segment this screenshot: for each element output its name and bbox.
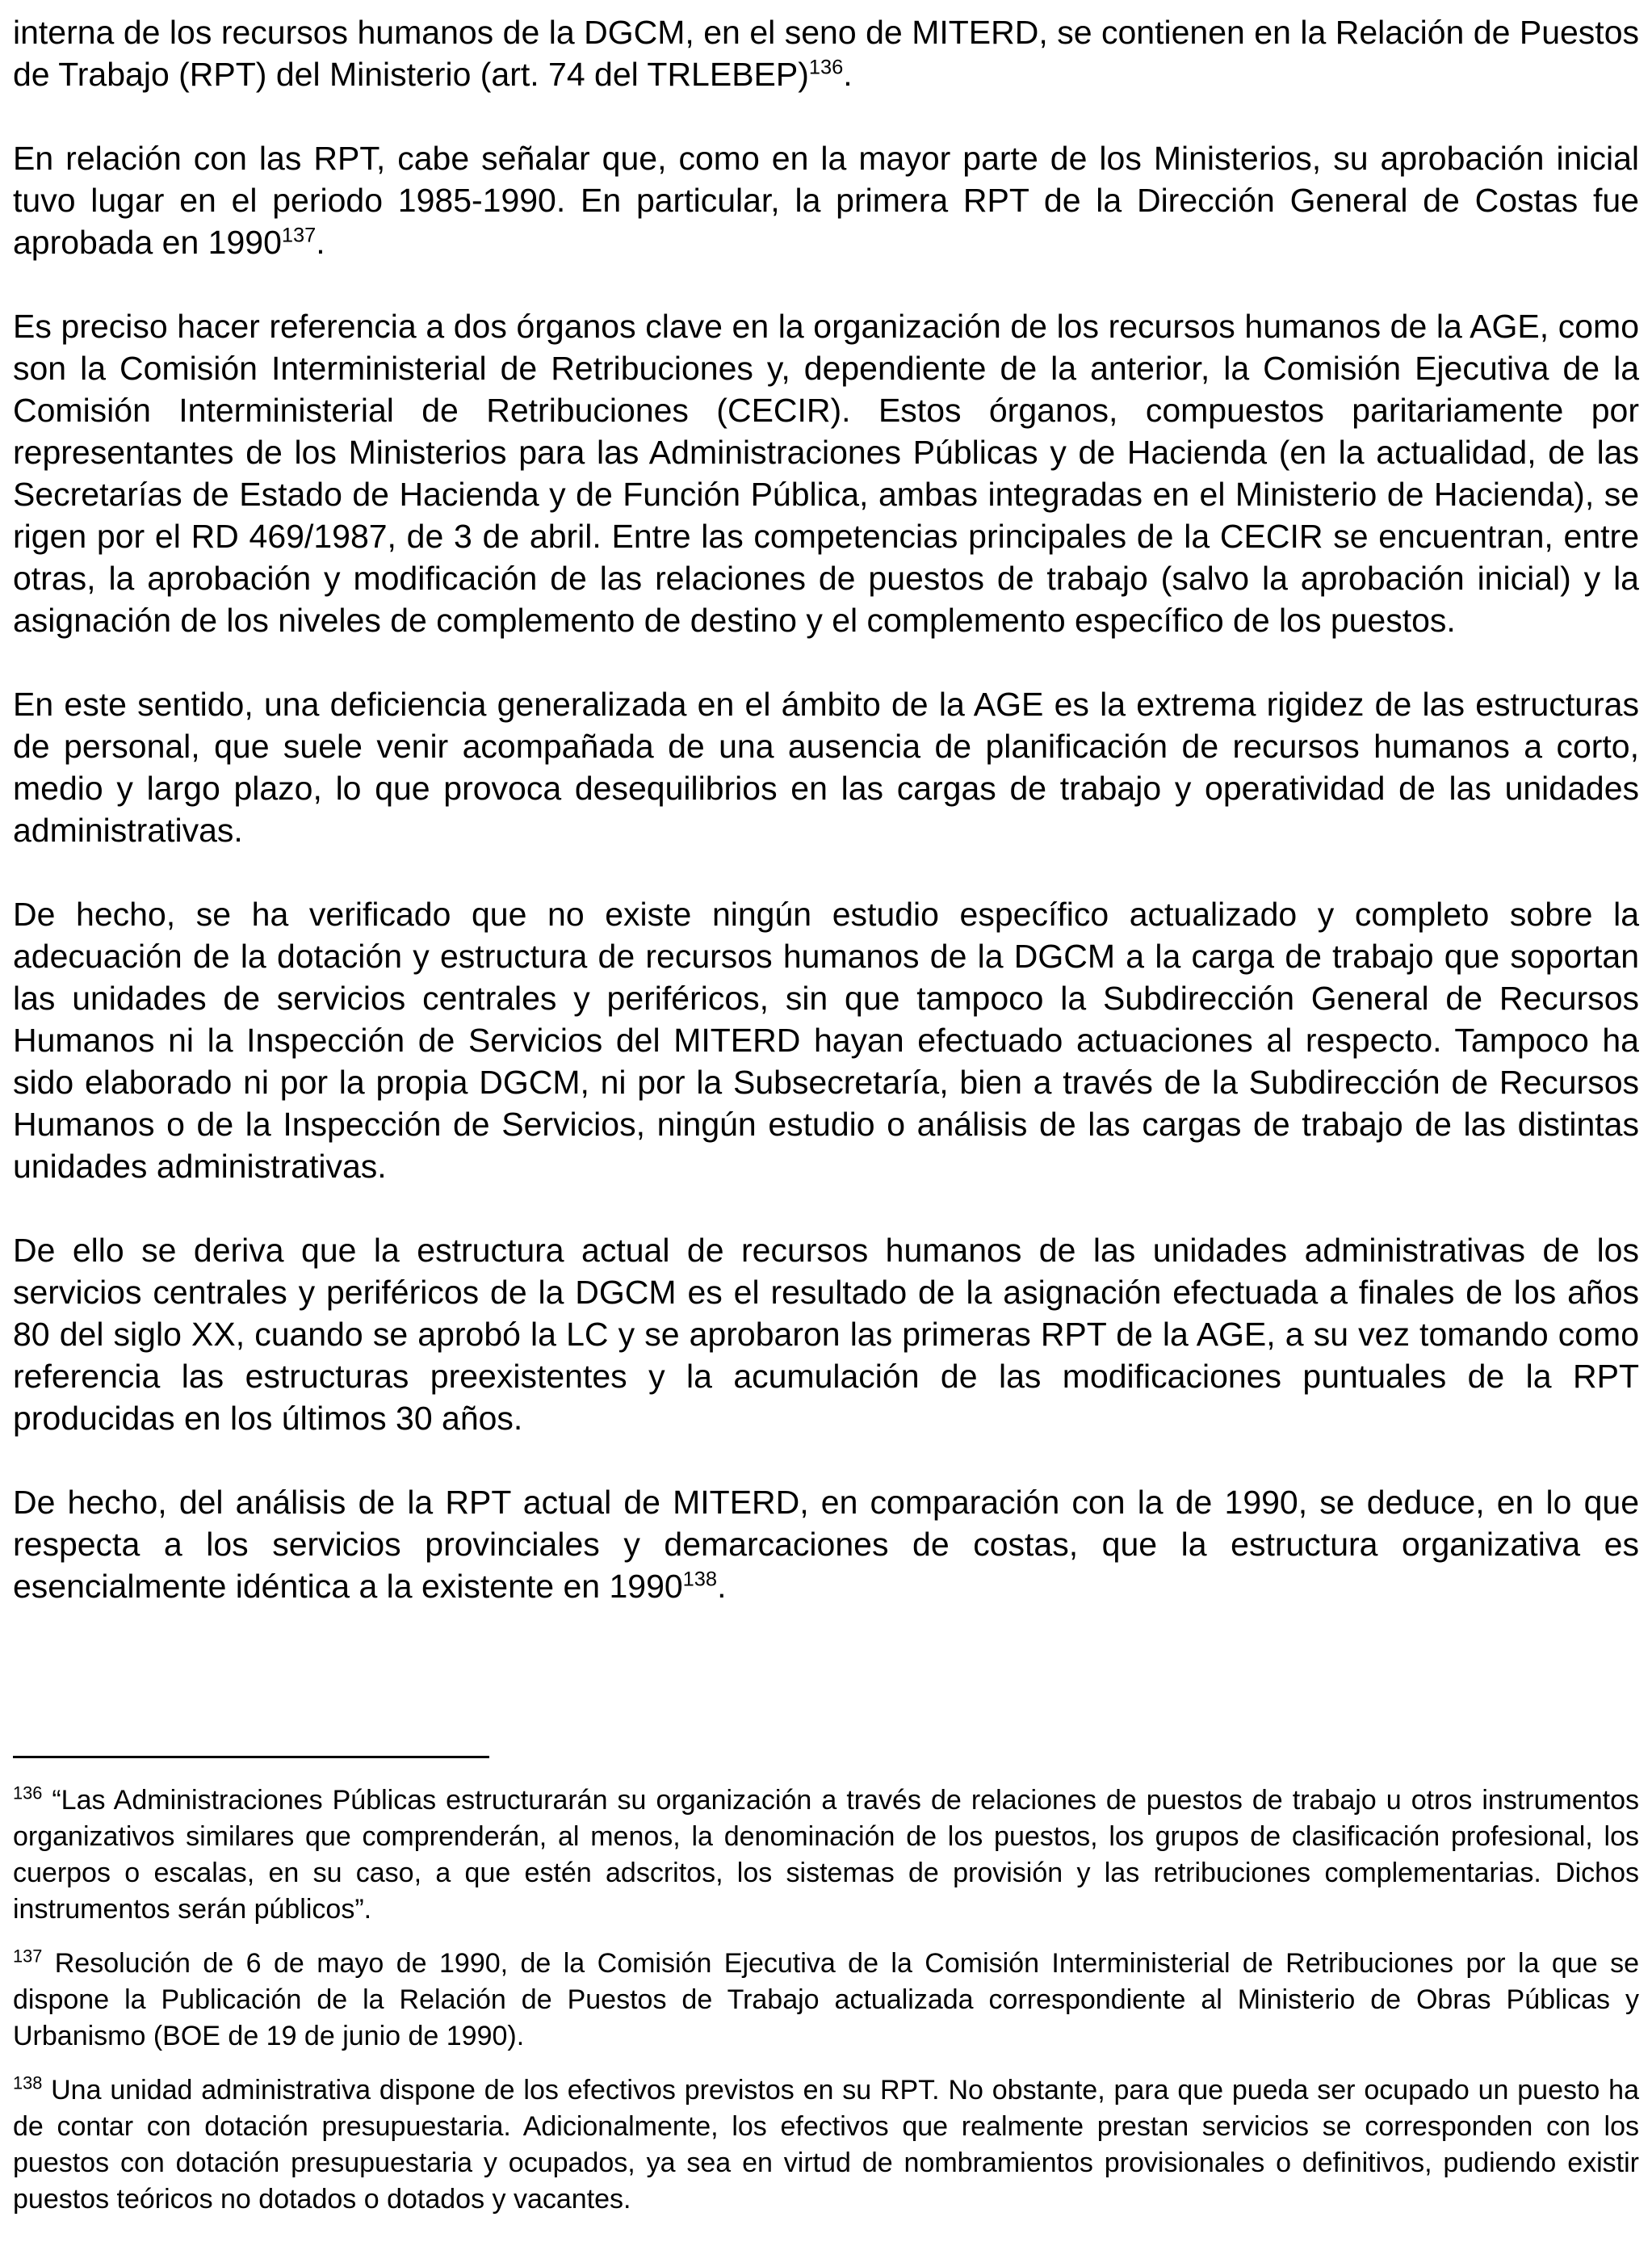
paragraph-5 (13, 893, 1639, 1187)
footnote-ref-138: 138 (682, 1568, 718, 1591)
paragraph-1-text: interna de los recursos humanos de la DGCM, en el seno de MITERD, se contienen en la Relación de Puestos de Trabajo (RPT) del Ministerio (art. 74 del TRLEBEP) (13, 14, 1639, 93)
paragraph-4-text: En este sentido, una deficiencia generalizada en el ámbito de la AGE es la extrema rigidez de las estructuras de personal, que suele venir acompañada de una ausencia de planificación de recursos humanos a corto, medio y largo plazo, lo que provoca desequilibrios en las cargas de trabajo y operatividad de las unidades administrativas. (13, 686, 1639, 849)
footnote-137-text: Resolución de 6 de mayo de 1990, de la Comisión Ejecutiva de la Comisión Interministerial de Retribuciones por la que se dispone la Publicación de la Relación de Puestos de Trabajo actualizada correspondiente al Ministerio de Obras Públicas y Urbanismo (BOE de 19 de junio de 1990). (13, 1948, 1639, 2051)
paragraph-6 (13, 1229, 1639, 1439)
footnote-138 (13, 2072, 1639, 2218)
paragraph-1 (13, 11, 1639, 95)
footnote-136 (13, 1782, 1639, 1928)
paragraph-3-text: Es preciso hacer referencia a dos órganos clave en la organización de los recursos humanos de la AGE, como son la Comisión Interministerial de Retribuciones y, dependiente de la anterior, la Comisión Ejecutiva de la Comisión Interministerial de Retribuciones (CECIR). Estos órganos, compuestos paritariamente por representantes de los Ministerios para las Administraciones Públicas y de Hacienda (en la actualidad, de las Secretarías de Estado de Hacienda y de Función Pública, ambas integradas en el Ministerio de Hacienda), se rigen por el RD 469/1987, de 3 de abril. Entre las competencias principales de la CECIR se encuentran, entre otras, la aprobación y modificación de las relaciones de puestos de trabajo (salvo la aprobación inicial) y la asignación de los niveles de complemento de destino y el complemento específico de los puestos. (13, 308, 1639, 639)
footnote-ref-136: 136 (808, 56, 844, 79)
paragraph-7 (13, 1481, 1639, 1607)
paragraph-5-text: De hecho, se ha verificado que no existe ningún estudio específico actualizado y completo sobre la adecuación de la dotación y estructura de recursos humanos de la DGCM a la carga de trabajo que soportan las unidades de servicios centrales y periféricos, sin que tampoco la Subdirección General de Recursos Humanos ni la Inspección de Servicios del MITERD hayan efectuado actuaciones al respecto. Tampoco ha sido elaborado ni por la propia DGCM, ni por la Subsecretaría, bien a través de la Subdirección de Recursos Humanos o de la Inspección de Servicios, ningún estudio o análisis de las cargas de trabajo de las distintas unidades administrativas. (13, 896, 1639, 1185)
footnote-137 (13, 1946, 1639, 2055)
footnote-138-text: Una unidad administrativa dispone de los efectivos previstos en su RPT. No obstante, para que pueda ser ocupado un puesto ha de contar con dotación presupuestaria. Adicionalmente, los efectivos que realmente prestan servicios se corresponden con los puestos con dotación presupuestaria y ocupados, ya sea en virtud de nombramientos provisionales o definitivos, pudiendo existir puestos teóricos no dotados o dotados y vacantes. (13, 2075, 1639, 2215)
footnote-136-number: 136 (13, 1782, 43, 1803)
footnote-137-number: 137 (13, 1946, 43, 1967)
footnote-136-text: “Las Administraciones Públicas estructurarán su organización a través de relaciones de puestos de trabajo u otros instrumentos organizativos similares que comprenderán, al menos, la denominación de los puestos, los grupos de clasificación profesional, los cuerpos o escalas, en su caso, a que estén adscritos, los sistemas de provisión y las retribuciones complementarias. Dichos instrumentos serán públicos”. (13, 1785, 1640, 1925)
paragraph-2-text: En relación con las RPT, cabe señalar que, como en la mayor parte de los Ministerios, su aprobación inicial tuvo lugar en el periodo 1985-1990. En particular, la primera RPT de la Dirección General de Costas fue aprobada en 1990 (13, 140, 1639, 261)
paragraph-4 (13, 683, 1639, 851)
footnote-ref-137: 137 (281, 224, 317, 247)
footnote-area (13, 1756, 1639, 2218)
main-text-block (13, 11, 1639, 1607)
paragraph-2 (13, 137, 1639, 263)
paragraph-7-text: De hecho, del análisis de la RPT actual de MITERD, en comparación con la de 1990, se deduce, en lo que respecta a los servicios provinciales y demarcaciones de costas, que la estructura organizativa es esencialmente idéntica a la existente en 1990 (13, 1484, 1639, 1605)
footnote-138-number: 138 (13, 2072, 43, 2093)
paragraph-2-tail: . (316, 224, 325, 261)
paragraph-3 (13, 305, 1639, 641)
footnotes-block (13, 1782, 1639, 2218)
footnote-separator (13, 1756, 489, 1758)
paragraph-1-tail: . (843, 56, 853, 93)
paragraph-6-text: De ello se deriva que la estructura actual de recursos humanos de las unidades administrativas de los servicios centrales y periféricos de la DGCM es el resultado de la asignación efectuada a finales de los años 80 del siglo XX, cuando se aprobó la LC y se aprobaron las primeras RPT de la AGE, a su vez tomando como referencia las estructuras preexistentes y la acumulación de las modificaciones puntuales de la RPT producidas en los últimos 30 años. (13, 1232, 1639, 1437)
paragraph-7-tail: . (717, 1568, 727, 1605)
